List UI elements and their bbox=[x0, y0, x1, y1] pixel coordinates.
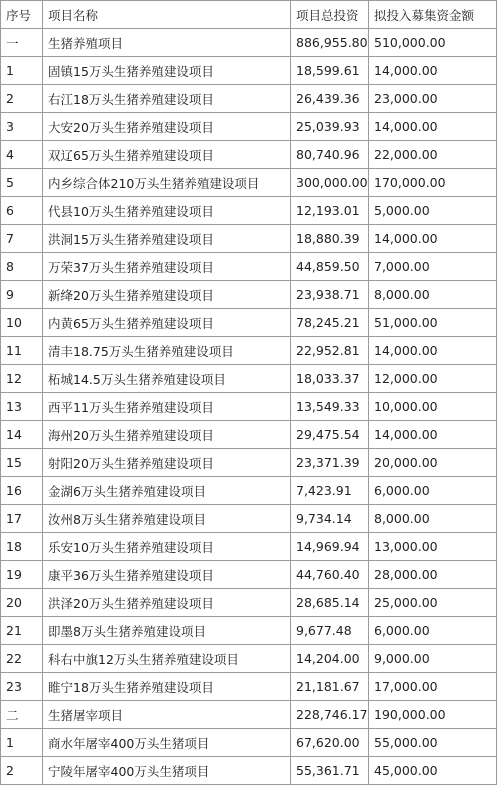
cell-project-name: 洪洞15万头生猪养殖建设项目 bbox=[43, 225, 291, 253]
cell-raised-funds: 170,000.00 bbox=[369, 169, 497, 197]
cell-raised-funds: 5,000.00 bbox=[369, 197, 497, 225]
cell-total-investment: 14,969.94 bbox=[291, 533, 369, 561]
cell-index: 10 bbox=[1, 309, 43, 337]
cell-total-investment: 22,952.81 bbox=[291, 337, 369, 365]
cell-project-name: 洪泽20万头生猪养殖建设项目 bbox=[43, 589, 291, 617]
cell-total-investment: 228,746.17 bbox=[291, 701, 369, 729]
cell-raised-funds: 510,000.00 bbox=[369, 29, 497, 57]
table-row bbox=[1, 365, 497, 393]
cell-index: 12 bbox=[1, 365, 43, 393]
header-total-investment: 项目总投资 bbox=[291, 1, 369, 29]
cell-raised-funds: 14,000.00 bbox=[369, 421, 497, 449]
cell-index: 16 bbox=[1, 477, 43, 505]
cell-total-investment: 21,181.67 bbox=[291, 673, 369, 701]
cell-project-name: 金湖6万头生猪养殖建设项目 bbox=[43, 477, 291, 505]
cell-index: 4 bbox=[1, 141, 43, 169]
cell-raised-funds: 14,000.00 bbox=[369, 113, 497, 141]
table-row bbox=[1, 673, 497, 701]
cell-total-investment: 13,549.33 bbox=[291, 393, 369, 421]
cell-project-name: 代县10万头生猪养殖建设项目 bbox=[43, 197, 291, 225]
cell-project-name: 西平11万头生猪养殖建设项目 bbox=[43, 393, 291, 421]
table-row bbox=[1, 421, 497, 449]
cell-project-name: 右江18万头生猪养殖建设项目 bbox=[43, 85, 291, 113]
cell-total-investment: 23,371.39 bbox=[291, 449, 369, 477]
cell-raised-funds: 6,000.00 bbox=[369, 617, 497, 645]
table-row bbox=[1, 29, 497, 57]
cell-total-investment: 18,599.61 bbox=[291, 57, 369, 85]
cell-raised-funds: 6,000.00 bbox=[369, 477, 497, 505]
header-raised-funds: 拟投入募集资金额 bbox=[369, 1, 497, 29]
cell-total-investment: 29,475.54 bbox=[291, 421, 369, 449]
cell-raised-funds: 8,000.00 bbox=[369, 281, 497, 309]
cell-raised-funds: 22,000.00 bbox=[369, 141, 497, 169]
table-row bbox=[1, 477, 497, 505]
cell-raised-funds: 12,000.00 bbox=[369, 365, 497, 393]
cell-total-investment: 44,760.40 bbox=[291, 561, 369, 589]
cell-index: 18 bbox=[1, 533, 43, 561]
table-row bbox=[1, 561, 497, 589]
cell-total-investment: 78,245.21 bbox=[291, 309, 369, 337]
cell-total-investment: 886,955.80 bbox=[291, 29, 369, 57]
cell-project-name: 内黄65万头生猪养殖建设项目 bbox=[43, 309, 291, 337]
table-row bbox=[1, 169, 497, 197]
cell-raised-funds: 28,000.00 bbox=[369, 561, 497, 589]
cell-total-investment: 300,000.00 bbox=[291, 169, 369, 197]
table-row bbox=[1, 85, 497, 113]
cell-index: 一 bbox=[1, 29, 43, 57]
table-row bbox=[1, 141, 497, 169]
cell-project-name: 固镇15万头生猪养殖建设项目 bbox=[43, 57, 291, 85]
cell-total-investment: 14,204.00 bbox=[291, 645, 369, 673]
table-row bbox=[1, 533, 497, 561]
cell-project-name: 康平36万头生猪养殖建设项目 bbox=[43, 561, 291, 589]
cell-index: 21 bbox=[1, 617, 43, 645]
cell-project-name: 海州20万头生猪养殖建设项目 bbox=[43, 421, 291, 449]
table-row bbox=[1, 337, 497, 365]
cell-index: 8 bbox=[1, 253, 43, 281]
table-body bbox=[1, 29, 497, 785]
cell-raised-funds: 17,000.00 bbox=[369, 673, 497, 701]
cell-index: 23 bbox=[1, 673, 43, 701]
cell-raised-funds: 14,000.00 bbox=[369, 337, 497, 365]
cell-index: 19 bbox=[1, 561, 43, 589]
cell-total-investment: 25,039.93 bbox=[291, 113, 369, 141]
table-row bbox=[1, 757, 497, 785]
cell-total-investment: 7,423.91 bbox=[291, 477, 369, 505]
cell-project-name: 科右中旗12万头生猪养殖建设项目 bbox=[43, 645, 291, 673]
cell-raised-funds: 23,000.00 bbox=[369, 85, 497, 113]
cell-index: 13 bbox=[1, 393, 43, 421]
cell-total-investment: 26,439.36 bbox=[291, 85, 369, 113]
cell-index: 6 bbox=[1, 197, 43, 225]
table-row bbox=[1, 197, 497, 225]
cell-total-investment: 44,859.50 bbox=[291, 253, 369, 281]
cell-total-investment: 23,938.71 bbox=[291, 281, 369, 309]
table-row bbox=[1, 113, 497, 141]
table-row bbox=[1, 281, 497, 309]
cell-project-name: 内乡综合体210万头生猪养殖建设项目 bbox=[43, 169, 291, 197]
cell-raised-funds: 45,000.00 bbox=[369, 757, 497, 785]
cell-raised-funds: 7,000.00 bbox=[369, 253, 497, 281]
cell-index: 2 bbox=[1, 757, 43, 785]
cell-index: 7 bbox=[1, 225, 43, 253]
cell-project-name: 清丰18.75万头生猪养殖建设项目 bbox=[43, 337, 291, 365]
cell-total-investment: 18,033.37 bbox=[291, 365, 369, 393]
cell-project-name: 睢宁18万头生猪养殖建设项目 bbox=[43, 673, 291, 701]
cell-raised-funds: 14,000.00 bbox=[369, 225, 497, 253]
cell-index: 14 bbox=[1, 421, 43, 449]
cell-project-name: 万荣37万头生猪养殖建设项目 bbox=[43, 253, 291, 281]
cell-project-name: 大安20万头生猪养殖建设项目 bbox=[43, 113, 291, 141]
cell-total-investment: 18,880.39 bbox=[291, 225, 369, 253]
table-row bbox=[1, 645, 497, 673]
table-row bbox=[1, 617, 497, 645]
cell-project-name: 双辽65万头生猪养殖建设项目 bbox=[43, 141, 291, 169]
header-index: 序号 bbox=[1, 1, 43, 29]
cell-index: 22 bbox=[1, 645, 43, 673]
cell-index: 11 bbox=[1, 337, 43, 365]
table-header-row bbox=[1, 1, 497, 29]
cell-total-investment: 12,193.01 bbox=[291, 197, 369, 225]
cell-raised-funds: 55,000.00 bbox=[369, 729, 497, 757]
cell-raised-funds: 10,000.00 bbox=[369, 393, 497, 421]
table-row bbox=[1, 225, 497, 253]
cell-project-name: 柘城14.5万头生猪养殖建设项目 bbox=[43, 365, 291, 393]
cell-project-name: 新绛20万头生猪养殖建设项目 bbox=[43, 281, 291, 309]
cell-project-name: 生猪养殖项目 bbox=[43, 29, 291, 57]
cell-raised-funds: 190,000.00 bbox=[369, 701, 497, 729]
cell-total-investment: 9,677.48 bbox=[291, 617, 369, 645]
cell-index: 二 bbox=[1, 701, 43, 729]
cell-index: 5 bbox=[1, 169, 43, 197]
cell-total-investment: 67,620.00 bbox=[291, 729, 369, 757]
cell-raised-funds: 25,000.00 bbox=[369, 589, 497, 617]
cell-raised-funds: 51,000.00 bbox=[369, 309, 497, 337]
cell-total-investment: 55,361.71 bbox=[291, 757, 369, 785]
cell-project-name: 乐安10万头生猪养殖建设项目 bbox=[43, 533, 291, 561]
cell-index: 1 bbox=[1, 729, 43, 757]
header-project-name: 项目名称 bbox=[43, 1, 291, 29]
cell-project-name: 宁陵年屠宰400万头生猪项目 bbox=[43, 757, 291, 785]
cell-total-investment: 80,740.96 bbox=[291, 141, 369, 169]
cell-project-name: 射阳20万头生猪养殖建设项目 bbox=[43, 449, 291, 477]
cell-project-name: 生猪屠宰项目 bbox=[43, 701, 291, 729]
cell-raised-funds: 8,000.00 bbox=[369, 505, 497, 533]
cell-raised-funds: 20,000.00 bbox=[369, 449, 497, 477]
table-row bbox=[1, 393, 497, 421]
cell-project-name: 商水年屠宰400万头生猪项目 bbox=[43, 729, 291, 757]
cell-raised-funds: 13,000.00 bbox=[369, 533, 497, 561]
cell-index: 3 bbox=[1, 113, 43, 141]
cell-total-investment: 9,734.14 bbox=[291, 505, 369, 533]
table-row bbox=[1, 253, 497, 281]
cell-index: 1 bbox=[1, 57, 43, 85]
table-row bbox=[1, 57, 497, 85]
cell-raised-funds: 14,000.00 bbox=[369, 57, 497, 85]
cell-project-name: 即墨8万头生猪养殖建设项目 bbox=[43, 617, 291, 645]
cell-raised-funds: 9,000.00 bbox=[369, 645, 497, 673]
cell-total-investment: 28,685.14 bbox=[291, 589, 369, 617]
cell-index: 17 bbox=[1, 505, 43, 533]
table-row bbox=[1, 505, 497, 533]
table-row bbox=[1, 589, 497, 617]
table-row bbox=[1, 309, 497, 337]
cell-index: 20 bbox=[1, 589, 43, 617]
table-row bbox=[1, 701, 497, 729]
table-row bbox=[1, 729, 497, 757]
table-row bbox=[1, 449, 497, 477]
cell-index: 15 bbox=[1, 449, 43, 477]
cell-project-name: 汝州8万头生猪养殖建设项目 bbox=[43, 505, 291, 533]
cell-index: 9 bbox=[1, 281, 43, 309]
cell-index: 2 bbox=[1, 85, 43, 113]
